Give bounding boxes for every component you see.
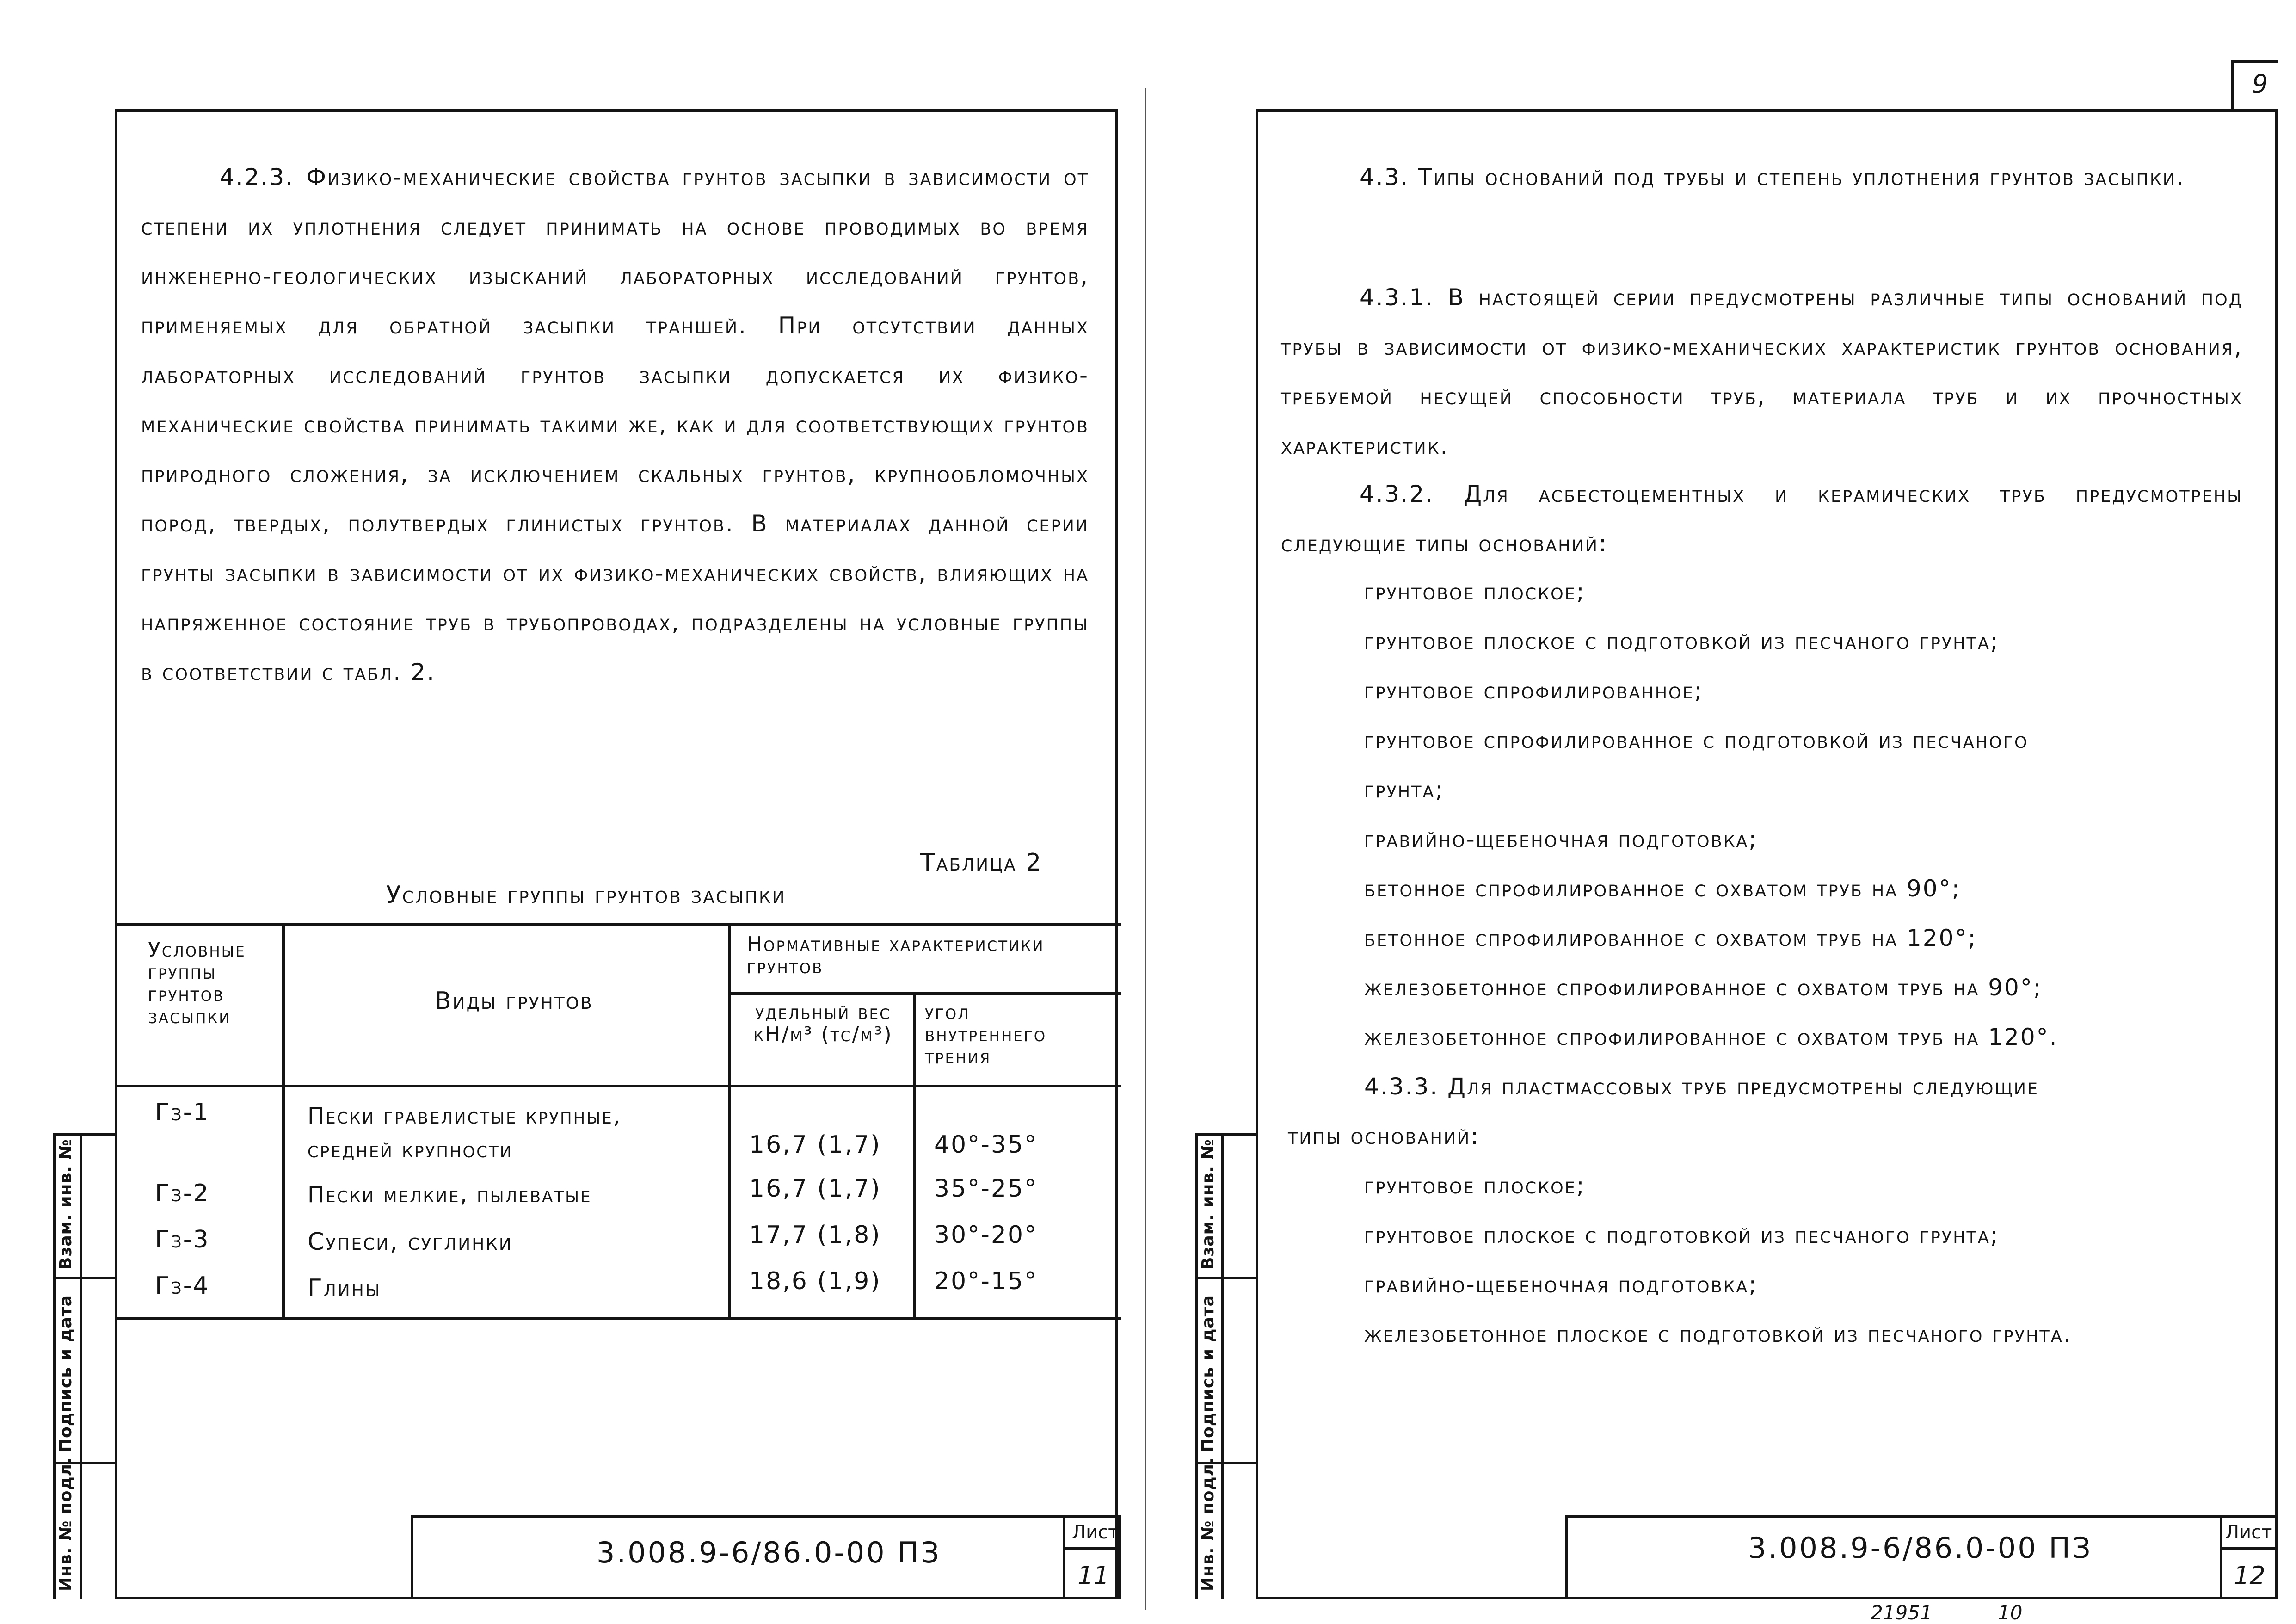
row-1-angle: 40°-35° [934,1131,1038,1159]
row-1-weight: 16,7 (1,7) [749,1131,881,1159]
list-4-3-2-item-3: грунтовое спрофилированное; [1364,677,1704,704]
section-4-2-3-text: 4.2.3. Физико-механические свойства грунтов засыпки в зависимости от степени их уплотнения следует принимать на основе проводимых во время инженерно-геологических изысканий лабораторных исследований грунтов, применяемых для обратной засыпки траншей. При отсутствии данных лабораторных исследований грунтов засыпки допускается их физико-механические свойства принимать такими же, как и для соответствующих грунтов природного сложения, за исключением скальных грунтов, крупнообломочных пород, твердых, полутвердых глинистых грунтов. В материалах данной серии грунты засыпки в зависимости от их физико-механических свойств, влияющих на напряженное состояние труб в трубопроводах, подразделены на условные группы в соответствии с табл. 2. [141,164,1089,685]
list-4-3-2-item-7: бетонное спрофилированное с охватом труб на 120°; [1364,925,1977,951]
left-strip-outer [53,1133,56,1599]
section-4-3-1-text: 4.3.1. В настоящей серии предусмотрены различные типы оснований под трубы в зависимости от физико-механических характеристик грунтов основания, требуемой несущей способности труб, материала труб и их прочностных характеристик. [1281,284,2243,459]
table-subheader-border [728,992,1121,995]
corner-box-top [2231,60,2278,63]
corner-box-left [2231,60,2234,112]
row-1-kind-line1: Пески гравелистые крупные, [308,1103,622,1129]
list-4-3-3-item-4: железобетонное плоское с подготовкой из песчаного грунта. [1364,1321,2072,1347]
section-4-3-3-line2: типы оснований: [1288,1123,1480,1149]
section-4-3-3-line1: 4.3.3. Для пластмассовых труб предусмотрены следующие [1364,1073,2039,1100]
right-strip-top [1195,1133,1258,1136]
row-3-weight: 17,7 (1,8) [749,1221,881,1249]
right-strip-inner [1221,1133,1224,1599]
row-2-group: Гз-2 [155,1179,210,1207]
left-strip-field-1: Инв. № подл. [56,1457,75,1591]
list-4-3-2-item-8: железобетонное спрофилированное с охватом труб на 90°; [1364,974,2043,1001]
row-4-weight: 18,6 (1,9) [749,1267,881,1295]
table-label: Таблица 2 [920,849,1043,877]
right-stamp-sheet-divider [2220,1547,2278,1550]
right-stamp-code: 3.008.9-6/86.0-00 ПЗ [1748,1531,2093,1565]
table-title: Условные группы грунтов засыпки [386,881,786,909]
right-stamp-sheet-number: 12 [2234,1561,2265,1590]
left-strip-top [53,1133,117,1136]
left-strip-sep-1 [53,1277,117,1279]
list-4-3-2-item-4b: грунта; [1364,776,1445,803]
right-strip-field-2: Подпись и дата [1199,1295,1218,1452]
left-stamp-code: 3.008.9-6/86.0-00 ПЗ [597,1536,941,1569]
left-strip-field-2: Подпись и дата [56,1295,75,1452]
row-2-kind: Пески мелкие, пылеватые [308,1182,592,1208]
row-3-group: Гз-3 [155,1226,210,1254]
left-stamp-sheet-divider [1063,1547,1121,1550]
corner-sheet-number: 9 [2252,69,2268,99]
section-4-3-title: 4.3. Типы оснований под трубы и степень уплотнения грунтов засыпки. [1360,164,2185,191]
table-col-divider-2 [728,923,731,1320]
right-stamp-sheet-label: Лист [2225,1522,2272,1543]
table-header-norm: Нормативные характеристики грунтов [747,932,1045,978]
row-4-group: Гз-4 [155,1272,210,1300]
row-2-angle: 35°-25° [934,1175,1038,1203]
bottom-note-a: 21951 [1871,1601,1933,1624]
row-2-weight: 16,7 (1,7) [749,1175,881,1203]
right-stamp-divider [2220,1515,2222,1599]
right-strip-outer [1195,1133,1198,1599]
row-4-angle: 20°-15° [934,1267,1038,1295]
left-strip-inner [80,1133,82,1599]
list-4-3-2-item-5: гравийно-щебеночная подготовка; [1364,826,1758,852]
table-col-divider-1 [282,923,285,1320]
row-3-kind: Супеси, суглинки [308,1228,513,1256]
table-top-border [117,923,1121,926]
center-fold-line [1145,88,1146,1610]
right-strip-field-1: Инв. № подл. [1199,1457,1218,1591]
list-4-3-3-item-1: грунтовое плоское; [1364,1172,1586,1199]
left-stamp-sheet-label: Лист [1072,1522,1119,1543]
left-stamp-divider [1063,1515,1065,1599]
list-4-3-2-item-4: грунтовое спрофилированное с подготовкой из песчаного [1364,727,2029,753]
list-4-3-3-item-3: гравийно-щебеночная подготовка; [1364,1271,1758,1298]
list-4-3-2-item-6: бетонное спрофилированное с охватом труб на 90°; [1364,875,1961,902]
section-4-3-2-text: 4.3.2. Для асбестоцементных и керамических труб предусмотрены следующие типы оснований: [1281,481,2243,557]
right-strip-field-3: Взам. инв. № [1199,1139,1218,1270]
row-3-angle: 30°-20° [934,1221,1038,1249]
list-4-3-2-item-1: грунтовое плоское; [1364,578,1586,605]
table-header-bottom-border [117,1085,1121,1087]
left-strip-field-3: Взам. инв. № [56,1139,75,1270]
row-1-kind-line2: средней крупности [308,1137,513,1163]
table-bottom-border [117,1317,1121,1320]
left-stamp-sheet-number: 11 [1077,1561,1109,1590]
table-header-weight: удельный вес кН/м³ (тс/м³) [753,1000,893,1046]
bottom-note-b: 10 [1998,1601,2023,1624]
table-header-kind: Виды грунтов [435,987,593,1015]
row-1-group: Гз-1 [155,1099,210,1126]
right-strip-sep-1 [1195,1277,1258,1279]
table-header-group: Условные группы грунтов засыпки [148,938,246,1028]
list-4-3-2-item-2: грунтовое плоское с подготовкой из песчаного грунта; [1364,628,2000,655]
list-4-3-2-item-9: железобетонное спрофилированное с охватом труб на 120°. [1364,1024,2058,1050]
row-4-kind: Глины [308,1274,382,1302]
table-col-divider-3 [913,992,916,1320]
table-header-angle: угол внутреннего трения [925,1000,1047,1068]
list-4-3-3-item-2: грунтовое плоское с подготовкой из песчаного грунта; [1364,1222,2000,1248]
